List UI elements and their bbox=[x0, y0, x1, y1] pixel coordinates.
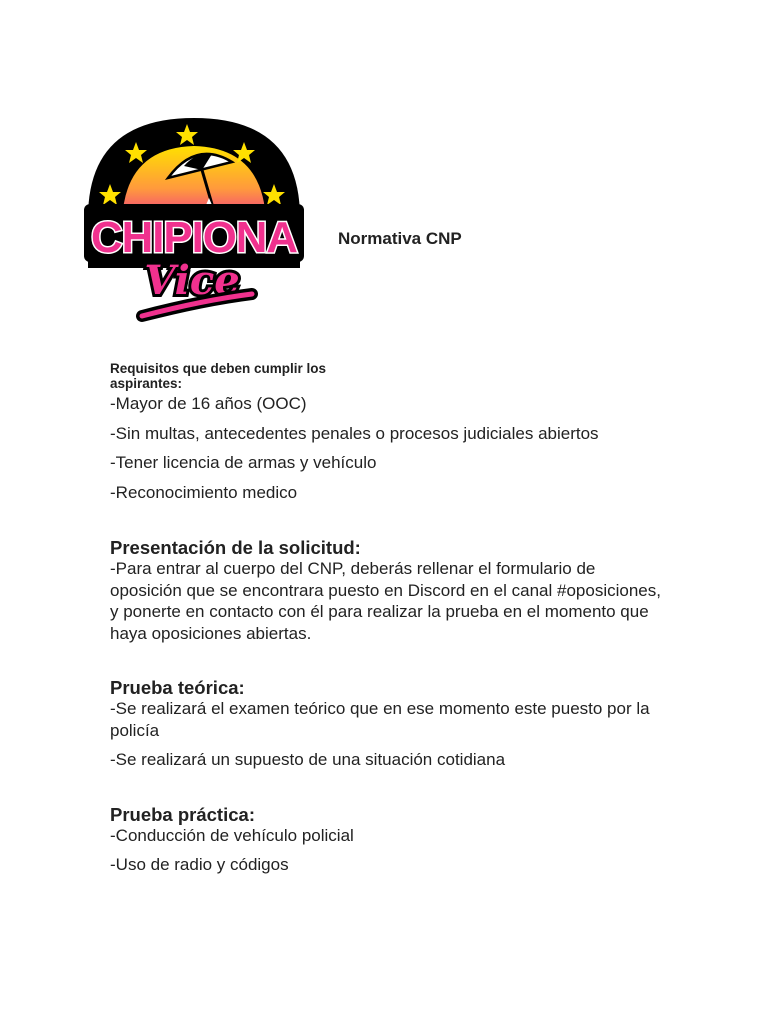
svg-text:Vice: Vice bbox=[144, 257, 240, 304]
requirement-item: -Mayor de 16 años (OOC) bbox=[110, 394, 307, 413]
practice-item: -Uso de radio y códigos bbox=[110, 855, 289, 874]
requirement-item: -Reconocimiento medico bbox=[110, 482, 298, 502]
svg-text:CHIPIONA: CHIPIONA bbox=[91, 213, 298, 262]
practice-item: -Conducción de vehículo policial bbox=[110, 825, 354, 845]
chipiona-vice-logo bbox=[84, 118, 304, 328]
requirement-item: -Tener licencia de armas y vehículo bbox=[110, 453, 377, 472]
document-body bbox=[110, 361, 670, 876]
theory-heading: Prueba teórica: bbox=[110, 677, 245, 698]
document-title: Normativa CNP bbox=[338, 229, 462, 248]
requirement-item: -Sin multas, antecedentes penales o procesos judiciales abiertos bbox=[110, 423, 599, 443]
practice-heading: Prueba práctica: bbox=[110, 803, 255, 825]
logo bbox=[84, 118, 304, 328]
application-heading: Presentación de la solicitud: bbox=[110, 537, 361, 558]
theory-item: -Se realizará un supuesto de una situación cotidiana bbox=[110, 750, 506, 769]
application-body: -Para entrar al cuerpo del CNP, deberás rellenar el formulario de oposición que se encontrara puesto en Discord en el canal #oposiciones, y ponerte en contacto con él para realizar la prueba en el momento que haya oposiciones abiertas. bbox=[110, 559, 661, 643]
theory-item: -Se realizará el examen teórico que en ese momento este puesto por la policía bbox=[110, 699, 650, 740]
requirements-heading: Requisitos que deben cumplir los aspirantes: bbox=[110, 361, 327, 391]
